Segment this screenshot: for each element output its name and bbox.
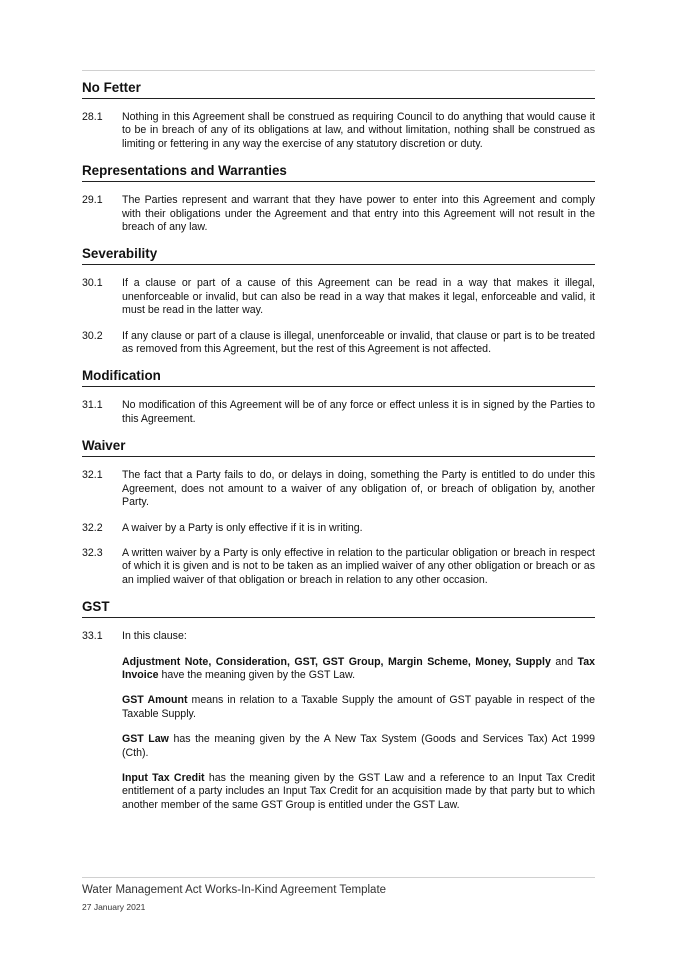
clause-number: 33.1 <box>82 630 103 643</box>
definition-paragraph <box>122 733 595 760</box>
section-representations <box>82 163 595 234</box>
clause-text: If any clause or part of a clause is illegal, unenforceable or invalid, that clause or part is to be treated as removed from this Agreement, but the rest of this Agreement is not affected. <box>122 329 595 356</box>
clause <box>82 194 595 234</box>
clause-text: If a clause or part of a cause of this Agreement can be read in a way that makes it illegal, unenforceable or invalid, but can also be read in a way that makes it legal, enforceable and valid, it must be read in the latter way. <box>122 277 595 317</box>
section-heading: Representations and Warranties <box>82 163 595 182</box>
section-modification <box>82 368 595 426</box>
clause-number: 31.1 <box>82 399 103 412</box>
clause-number: 32.2 <box>82 521 103 534</box>
clause <box>82 630 595 643</box>
section-heading: Modification <box>82 368 595 387</box>
defined-term: Input Tax Credit <box>122 771 205 784</box>
section-heading: Waiver <box>82 438 595 457</box>
clause-text: Nothing in this Agreement shall be construed as requiring Council to do anything that would cause it to be in breach of any of its obligations at law, and without limitation, nothing shall be construed as limiting or fettering in any way the exercise of any statutory discretion or duty. <box>122 111 595 150</box>
clause-number: 32.1 <box>82 469 103 482</box>
header-rule <box>82 70 595 71</box>
defined-term: Tax Invoice <box>122 655 596 681</box>
section-gst <box>82 599 595 812</box>
section-heading: No Fetter <box>82 80 595 99</box>
clause-text: A written waiver by a Party is only effective in relation to the particular obligation or breach in respect of which it is given and is not to be taken as an implied waiver of any other obligation or breach or as an implied waiver of that obligation or breach in relation to any other occasion. <box>122 546 595 586</box>
clause-text: In this clause: <box>122 630 187 643</box>
clause <box>82 111 595 151</box>
clause <box>82 547 595 587</box>
defined-term: GST Law <box>122 733 169 746</box>
clause <box>82 330 595 357</box>
clause-text: No modification of this Agreement will be of any force or effect unless it is in signed by the Parties to this Agreement. <box>122 399 595 425</box>
section-heading: GST <box>82 599 595 618</box>
footer-title: Water Management Act Works-In-Kind Agreement Template <box>82 884 387 896</box>
section-waiver <box>82 438 595 587</box>
clause-number: 28.1 <box>82 111 103 123</box>
gst-definitions <box>122 656 595 813</box>
clause-number: 32.3 <box>82 546 103 559</box>
definition-text: have the meaning given by the GST Law. <box>158 668 356 681</box>
definition-paragraph <box>122 772 595 812</box>
definition-text: has the meaning given by the A New Tax System (Goods and Services Tax) Act 1999 (Cth). <box>122 733 595 759</box>
clause <box>82 522 595 535</box>
defined-terms: Adjustment Note, Consideration, GST, GST Group, Margin Scheme, Money, Supply <box>122 655 551 668</box>
definition-connector: and <box>550 655 578 668</box>
definition-text: means in relation to a Taxable Supply the amount of GST payable in respect of the Taxable Supply. <box>122 694 595 720</box>
clause-number: 29.1 <box>82 194 103 207</box>
document-body <box>82 80 595 824</box>
clause-text: The fact that a Party fails to do, or delays in doing, something the Party is entitled to do under this Agreement, does not amount to a waiver of any obligation of, or breach of obligation by, another Party. <box>122 469 595 509</box>
defined-term: GST Amount <box>122 694 188 707</box>
clause-text: The Parties represent and warrant that they have power to enter into this Agreement and comply with their obligations under the Agreement and that entry into this Agreement will not result in the breach of any law. <box>122 194 595 234</box>
footer-date: 27 January 2021 <box>82 902 146 912</box>
definition-paragraph <box>122 656 595 683</box>
clause <box>82 469 595 509</box>
section-no-fetter <box>82 80 595 151</box>
section-heading: Severability <box>82 246 595 265</box>
clause <box>82 277 595 317</box>
clause-number: 30.1 <box>82 277 103 290</box>
clause-number: 30.2 <box>82 329 103 342</box>
section-severability <box>82 246 595 356</box>
definition-text: has the meaning given by the GST Law and a reference to an Input Tax Credit entitlement of a party includes an Input Tax Credit for an acquisition made by that party but to which another member of the same GST Group is entitled under the GST Law. <box>122 771 595 811</box>
clause <box>82 399 595 426</box>
definition-paragraph <box>122 694 595 721</box>
clause-text: A waiver by a Party is only effective if it is in writing. <box>122 521 363 534</box>
footer-rule <box>82 877 595 878</box>
